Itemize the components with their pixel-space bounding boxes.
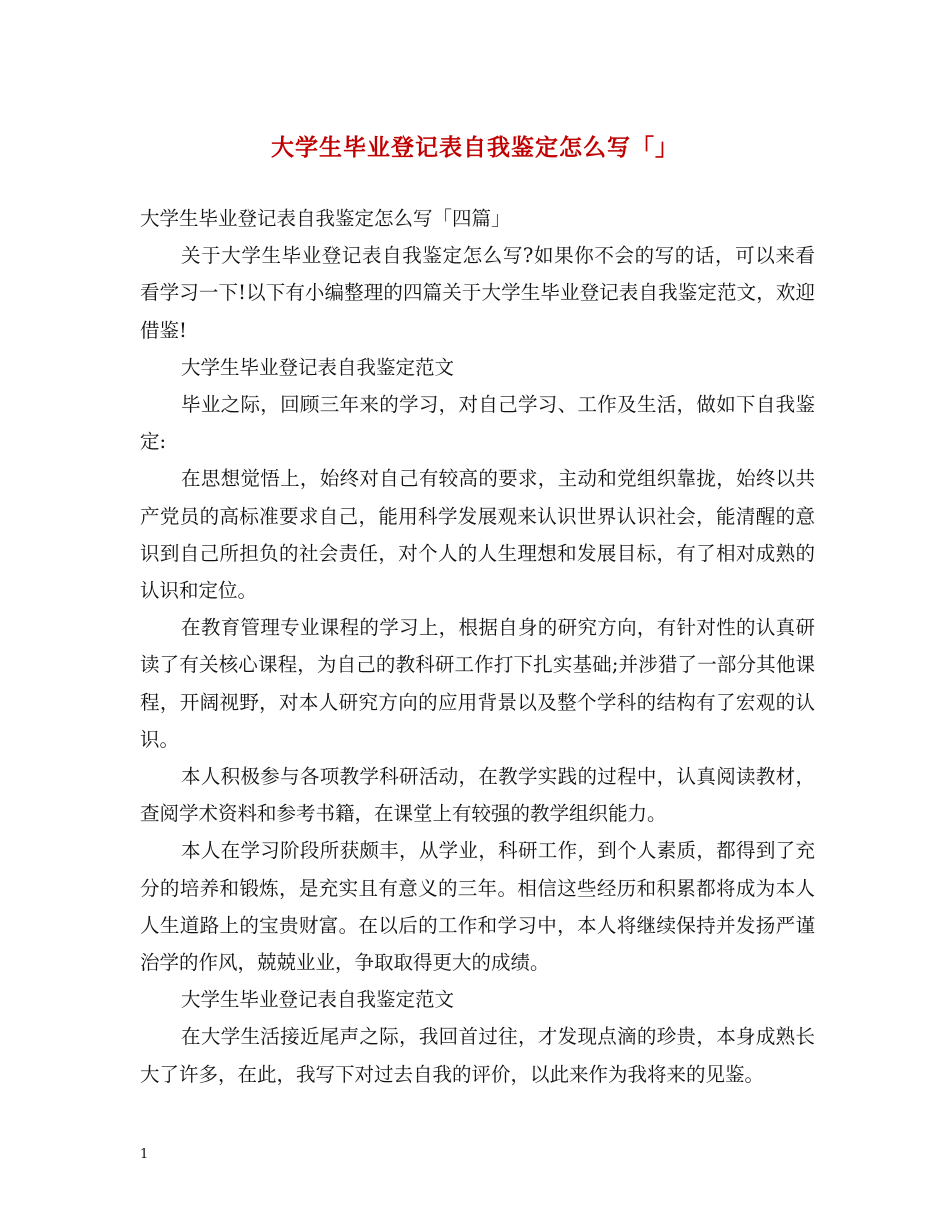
document-title: 大学生毕业登记表自我鉴定怎么写「」 [271, 134, 679, 161]
body-paragraph: 毕业之际，回顾三年来的学习，对自己学习、工作及生活，做如下自我鉴定: [140, 393, 815, 454]
section-heading: 大学生毕业登记表自我鉴定范文 [181, 988, 455, 1012]
body-paragraph: 本人在学习阶段所获颇丰，从学业，科研工作，到个人素质，都得到了充分的培养和锻炼，是充实且有意义的三年。相信这些经历和积累都将成为本人人生道路上的宝贵财富。在以后的工作和学习中，本人将继续保持并发扬严谨治学的作风，兢兢业业，争取取得更大的成绩。 [140, 839, 815, 975]
body-paragraph: 在思想觉悟上，始终对自己有较高的要求，主动和党组织靠拢，始终以共产党员的高标准要求自己，能用科学发展观来认识世界认识社会，能清醒的意识到自己所担负的社会责任，对个人的人生理想和发展目标，有了相对成熟的认识和定位。 [140, 467, 815, 603]
section-heading: 大学生毕业登记表自我鉴定范文 [181, 355, 455, 379]
subtitle-paragraph: 大学生毕业登记表自我鉴定怎么写「四篇」 [140, 207, 511, 230]
body-paragraph: 在大学生活接近尾声之际，我回首过往，才发现点滴的珍贵，本身成熟长大了许多，在此，我写下对过去自我的评价，以此来作为我将来的见鉴。 [140, 1025, 815, 1086]
page-number: 1 [140, 1147, 149, 1162]
body-paragraph: 本人积极参与各项教学科研活动，在教学实践的过程中，认真阅读教材，查阅学术资料和参考书籍，在课堂上有较强的教学组织能力。 [140, 765, 815, 826]
body-paragraph: 在教育管理专业课程的学习上，根据自身的研究方向，有针对性的认真研读了有关核心课程，为自己的教科研工作打下扎实基础;并涉猎了一部分其他课程，开阔视野，对本人研究方向的应用背景以及整个学科的结构有了宏观的认识。 [140, 616, 815, 751]
document-body [140, 200, 815, 1093]
intro-paragraph: 关于大学生毕业登记表自我鉴定怎么写?如果你不会的写的话，可以来看看学习一下!以下有小编整理的四篇关于大学生毕业登记表自我鉴定范文，欢迎借鉴! [140, 244, 815, 342]
